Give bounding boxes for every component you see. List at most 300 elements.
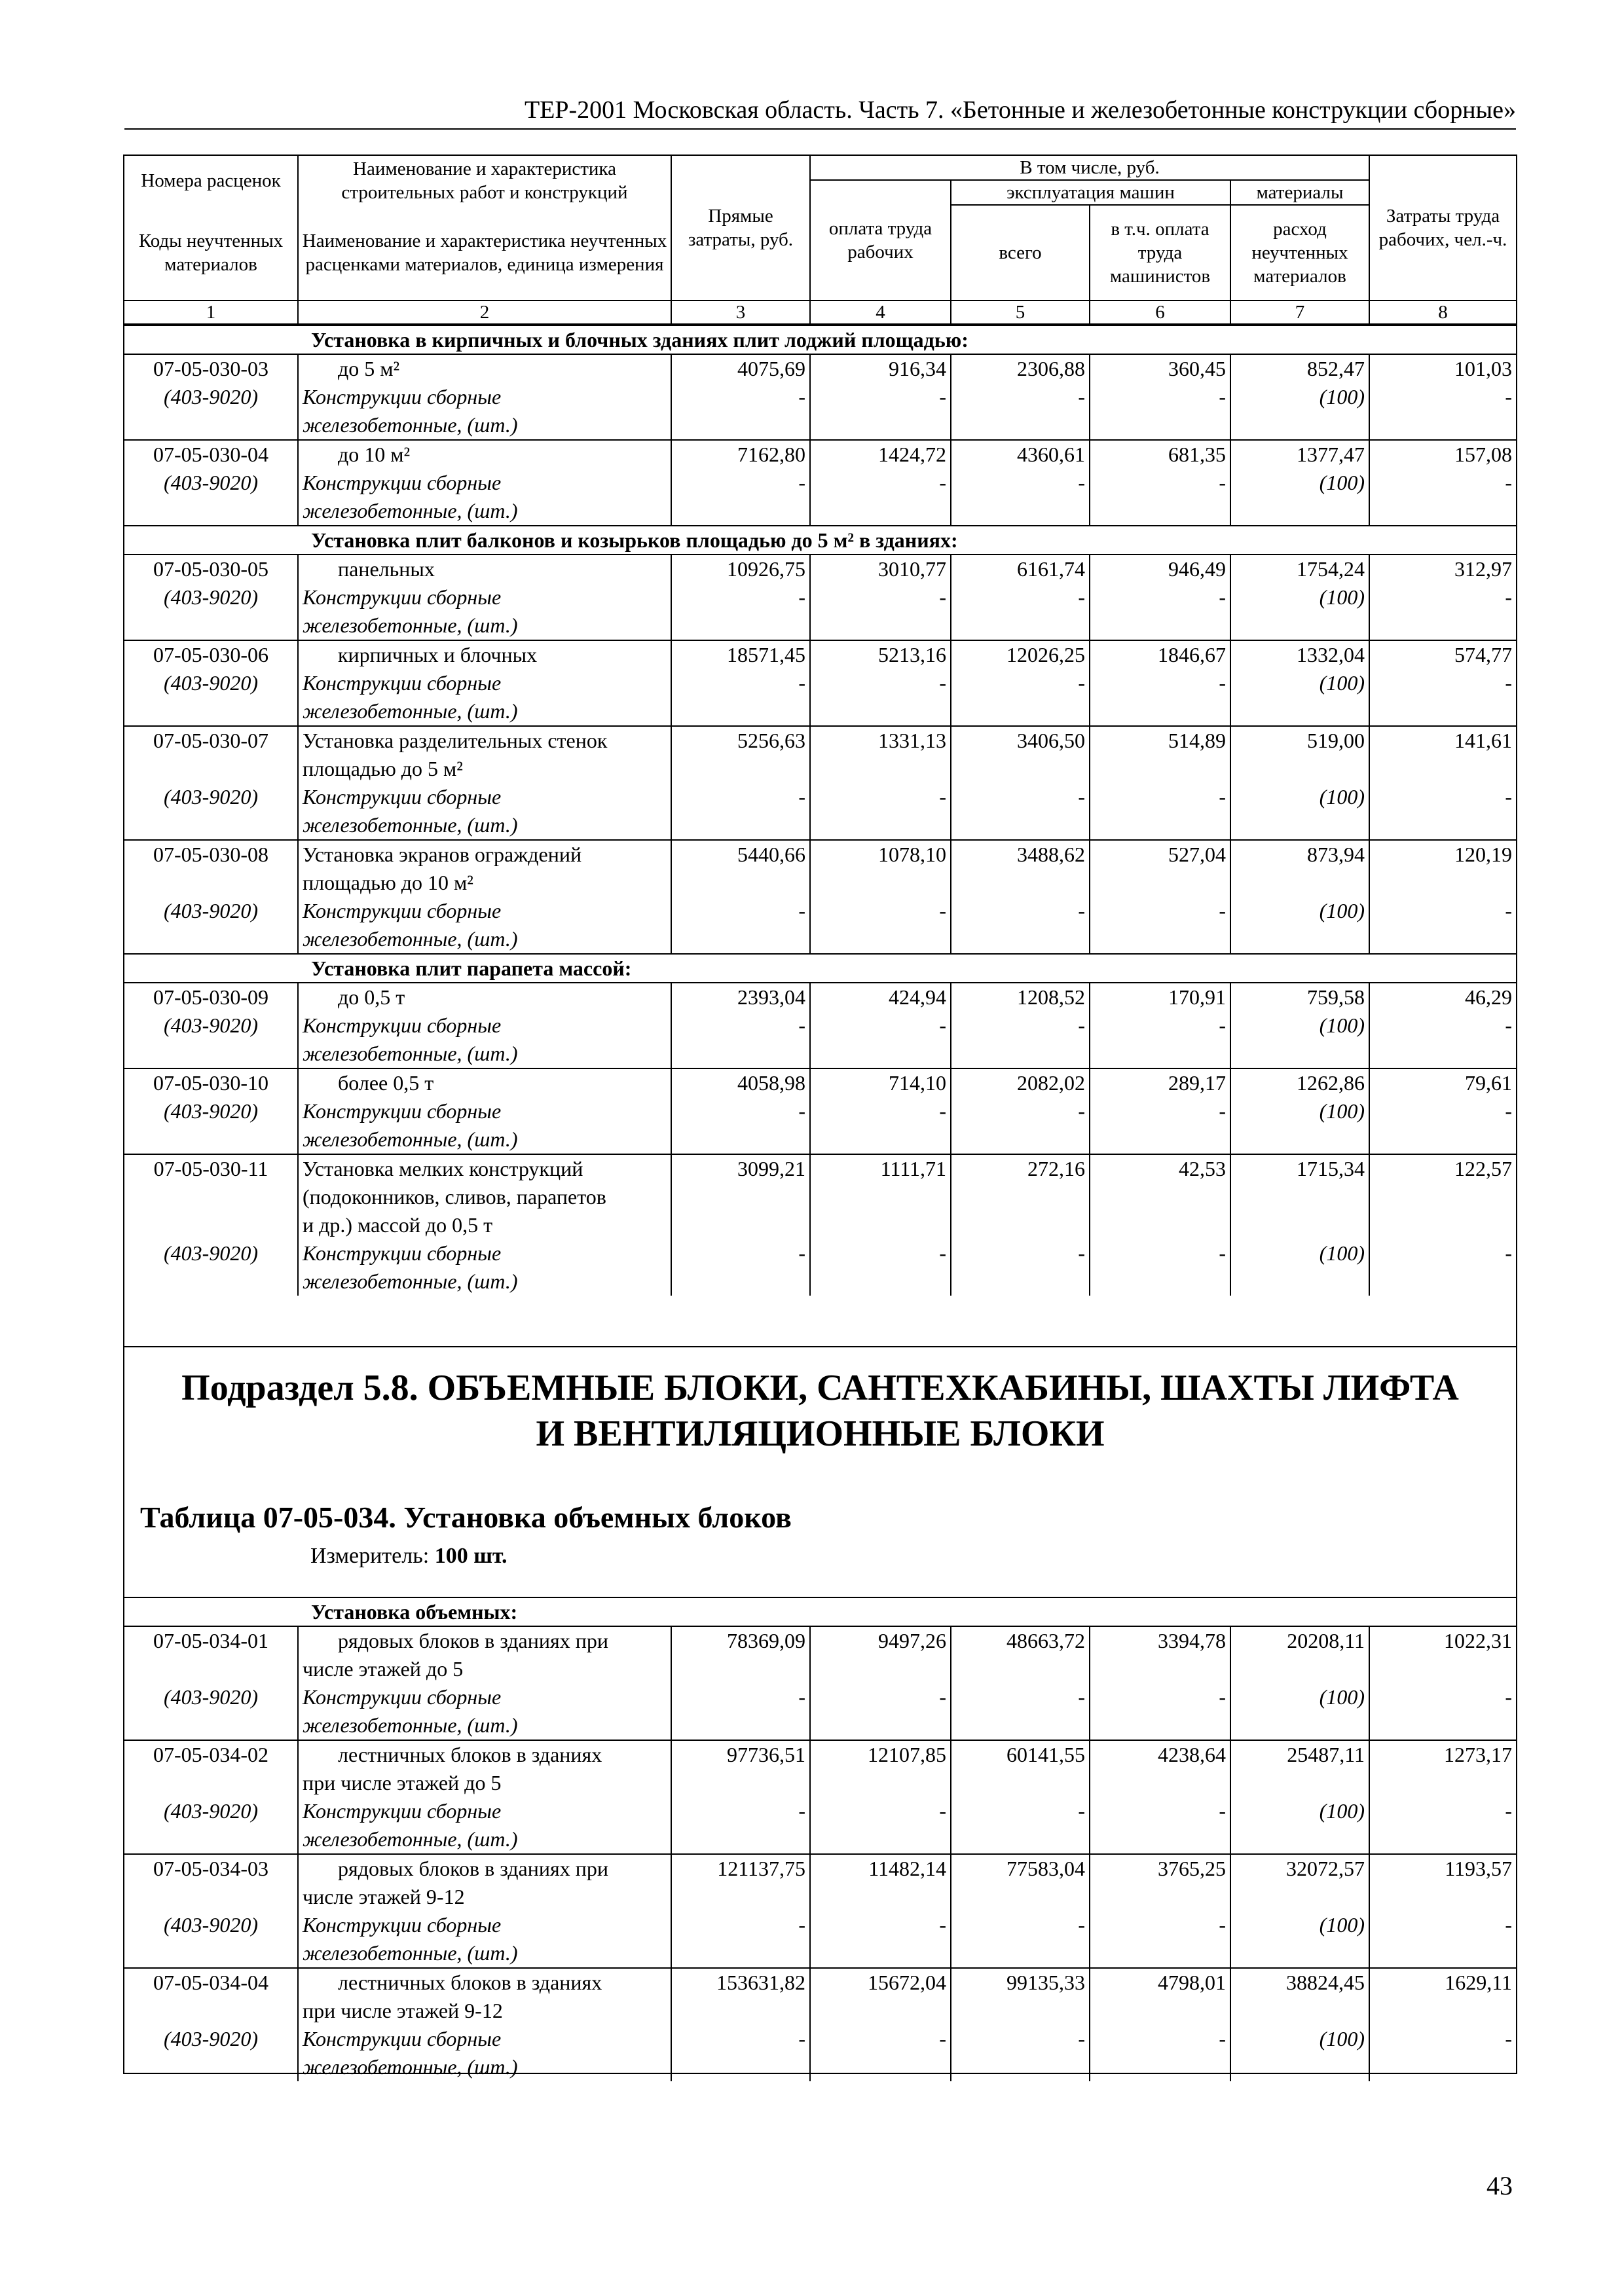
dash-cell: - (951, 383, 1090, 411)
empty-cell (951, 755, 1090, 783)
value-cell: 3099,21 (671, 1154, 810, 1183)
section-heading: Установка в кирпичных и блочных зданиях плит лоджий площадью: (124, 325, 1516, 354)
empty-cell (1369, 1211, 1516, 1239)
empty-cell (810, 611, 951, 640)
value-cell: 5440,66 (671, 840, 810, 869)
dash-cell: - (810, 669, 951, 697)
col-number: 4 (810, 301, 951, 324)
material-code: (403-9020) (164, 1913, 258, 1937)
empty-cell (951, 1655, 1090, 1683)
dash-cell: - (671, 1239, 810, 1267)
empty-cell (671, 1997, 810, 2025)
empty-cell (1090, 869, 1230, 897)
work-name: числе этажей до 5 (298, 1655, 671, 1683)
value-cell: 1193,57 (1369, 1854, 1516, 1883)
material-name: Конструкции сборные (298, 2025, 671, 2053)
material-quantity: (100) (1230, 469, 1369, 497)
empty-cell (124, 1125, 298, 1154)
dash-cell: - (1090, 1097, 1230, 1125)
empty-cell (810, 1655, 951, 1683)
material-row (124, 1125, 1516, 1154)
empty-cell (1230, 611, 1369, 640)
section-heading: Установка плит парапета массой: (124, 954, 1516, 983)
table-row (124, 1068, 1516, 1097)
empty-cell (1230, 1769, 1369, 1797)
value-cell: 120,19 (1369, 840, 1516, 869)
header-rate-numbers: Номера расценок (124, 155, 298, 205)
rate-code: 07-05-030-11 (124, 1154, 298, 1183)
work-name: Установка разделительных стенок (298, 726, 671, 755)
empty-cell (1090, 1883, 1230, 1911)
material-quantity: (100) (1230, 583, 1369, 611)
value-cell: 3010,77 (810, 555, 951, 583)
empty-cell (124, 1183, 298, 1211)
rates-table-body-2 (124, 1597, 1516, 2081)
work-name: более 0,5 т (298, 1068, 671, 1097)
value-cell: 289,17 (1090, 1068, 1230, 1097)
col-number: 3 (671, 301, 810, 324)
empty-cell (1230, 1125, 1369, 1154)
empty-cell (124, 1040, 298, 1068)
empty-cell (951, 1125, 1090, 1154)
material-name: железобетонные, (шт.) (298, 811, 671, 840)
meter (310, 1542, 507, 1571)
empty-cell (1230, 2053, 1369, 2081)
empty-cell (1230, 1655, 1369, 1683)
empty-cell (1230, 1825, 1369, 1854)
empty-cell (1230, 1040, 1369, 1068)
value-cell: 4058,98 (671, 1068, 810, 1097)
work-name: (подоконников, сливов, парапетов (298, 1183, 671, 1211)
empty-cell (1230, 1183, 1369, 1211)
value-cell: 25487,11 (1230, 1740, 1369, 1769)
work-name: лестничных блоков в зданиях (298, 1740, 671, 1769)
material-name: Конструкции сборные (298, 897, 671, 925)
value-cell: 1078,10 (810, 840, 951, 869)
dash-cell: - (810, 1097, 951, 1125)
running-header: ТЕР-2001 Московская область. Часть 7. «Бетонные и железобетонные конструкции сборные» (524, 96, 1516, 124)
material-name: железобетонные, (шт.) (298, 2053, 671, 2081)
value-cell: 1377,47 (1230, 440, 1369, 469)
section-heading-row (124, 526, 1516, 555)
value-cell: 157,08 (1369, 440, 1516, 469)
material-code: (403-9020) (164, 471, 258, 494)
empty-cell (1090, 1211, 1230, 1239)
empty-cell (951, 611, 1090, 640)
material-code: (403-9020) (164, 671, 258, 695)
material-name: железобетонные, (шт.) (298, 411, 671, 440)
empty-cell (1369, 1825, 1516, 1854)
value-cell: 916,34 (810, 354, 951, 383)
dash-cell: - (951, 897, 1090, 925)
material-quantity: (100) (1230, 1097, 1369, 1125)
dash-cell: - (671, 669, 810, 697)
value-cell: 12107,85 (810, 1740, 951, 1769)
header-including: В том числе, руб. (810, 155, 1369, 180)
material-name: железобетонные, (шт.) (298, 1825, 671, 1854)
value-cell: 32072,57 (1230, 1854, 1369, 1883)
value-cell: 527,04 (1090, 840, 1230, 869)
table-row (124, 869, 1516, 897)
material-name: Конструкции сборные (298, 1911, 671, 1939)
material-quantity: (100) (1230, 1683, 1369, 1711)
rate-code: 07-05-030-03 (124, 354, 298, 383)
table-row (124, 640, 1516, 669)
value-cell: 946,49 (1090, 555, 1230, 583)
material-name: Конструкции сборные (298, 469, 671, 497)
empty-cell (951, 811, 1090, 840)
dash-cell: - (951, 583, 1090, 611)
empty-cell (1230, 1711, 1369, 1740)
dash-cell: - (671, 1683, 810, 1711)
value-cell: 519,00 (1230, 726, 1369, 755)
empty-cell (1090, 925, 1230, 954)
empty-cell (810, 925, 951, 954)
material-quantity: (100) (1230, 1011, 1369, 1040)
dash-cell: - (1369, 1683, 1516, 1711)
dash-cell: - (1090, 783, 1230, 811)
dash-cell: - (810, 1239, 951, 1267)
value-cell: 153631,82 (671, 1968, 810, 1997)
rate-code: 07-05-030-04 (124, 440, 298, 469)
empty-cell (951, 497, 1090, 526)
col-number: 5 (951, 301, 1090, 324)
work-name: Установка мелких конструкций (298, 1154, 671, 1183)
value-cell: 15672,04 (810, 1968, 951, 1997)
material-row (124, 1683, 1516, 1711)
dash-cell: - (1369, 469, 1516, 497)
value-cell: 1022,31 (1369, 1626, 1516, 1655)
empty-cell (1230, 869, 1369, 897)
empty-cell (951, 1040, 1090, 1068)
empty-cell (1369, 2053, 1516, 2081)
dash-cell: - (1369, 1797, 1516, 1825)
header-material-codes: Коды неучтенных материалов (124, 205, 298, 301)
empty-cell (951, 697, 1090, 726)
empty-cell (951, 2053, 1090, 2081)
dash-cell: - (1090, 897, 1230, 925)
empty-cell (1090, 1769, 1230, 1797)
rates-table-frame (123, 155, 1517, 1346)
empty-cell (1090, 811, 1230, 840)
empty-cell (810, 1883, 951, 1911)
table-row (124, 1997, 1516, 2025)
value-cell: 20208,11 (1230, 1626, 1369, 1655)
work-name: Установка экранов ограждений (298, 840, 671, 869)
material-name: железобетонные, (шт.) (298, 697, 671, 726)
material-quantity: (100) (1230, 1797, 1369, 1825)
value-cell: 99135,33 (951, 1968, 1090, 1997)
empty-cell (951, 1267, 1090, 1296)
dash-cell: - (1369, 383, 1516, 411)
material-row (124, 1239, 1516, 1267)
material-quantity: (100) (1230, 783, 1369, 811)
value-cell: 4238,64 (1090, 1740, 1230, 1769)
rate-code: 07-05-030-09 (124, 983, 298, 1011)
empty-cell (1230, 925, 1369, 954)
empty-cell (124, 925, 298, 954)
subsection-title-line2: И ВЕНТИЛЯЦИОННЫЕ БЛОКИ (536, 1413, 1105, 1454)
material-name: Конструкции сборные (298, 583, 671, 611)
value-cell: 1629,11 (1369, 1968, 1516, 1997)
dash-cell: - (1090, 1797, 1230, 1825)
rate-code: 07-05-030-05 (124, 555, 298, 583)
col-number: 2 (298, 301, 671, 324)
value-cell: 12026,25 (951, 640, 1090, 669)
table-row (124, 1154, 1516, 1183)
table-row (124, 1211, 1516, 1239)
empty-cell (671, 497, 810, 526)
value-cell: 3488,62 (951, 840, 1090, 869)
empty-cell (1369, 1769, 1516, 1797)
dash-cell: - (1090, 1239, 1230, 1267)
table-row (124, 726, 1516, 755)
material-name: железобетонные, (шт.) (298, 1125, 671, 1154)
material-row (124, 1711, 1516, 1740)
empty-cell (951, 1939, 1090, 1968)
empty-cell (810, 1997, 951, 2025)
empty-cell (671, 1183, 810, 1211)
value-cell: 5213,16 (810, 640, 951, 669)
empty-cell (1230, 697, 1369, 726)
empty-cell (671, 411, 810, 440)
empty-cell (1230, 755, 1369, 783)
work-name: кирпичных и блочных (298, 640, 671, 669)
material-code: (403-9020) (164, 1241, 258, 1265)
value-cell: 1208,52 (951, 983, 1090, 1011)
empty-cell (1090, 1825, 1230, 1854)
empty-cell (124, 1711, 298, 1740)
empty-cell (951, 1883, 1090, 1911)
work-name: до 10 м² (298, 440, 671, 469)
value-cell: 2082,02 (951, 1068, 1090, 1097)
material-row (124, 1267, 1516, 1296)
empty-cell (1090, 497, 1230, 526)
material-code: (403-9020) (164, 1099, 258, 1123)
dash-cell: - (810, 1011, 951, 1040)
value-cell: 1262,86 (1230, 1068, 1369, 1097)
work-name: рядовых блоков в зданиях при (298, 1626, 671, 1655)
header-material-consumption: расход неучтенных материалов (1230, 205, 1369, 301)
dash-cell: - (810, 897, 951, 925)
dash-cell: - (1369, 1011, 1516, 1040)
dash-cell: - (810, 583, 951, 611)
value-cell: 759,58 (1230, 983, 1369, 1011)
dash-cell: - (1369, 2025, 1516, 2053)
value-cell: 5256,63 (671, 726, 810, 755)
empty-cell (671, 2053, 810, 2081)
material-name: Конструкции сборные (298, 1097, 671, 1125)
table-row (124, 1854, 1516, 1883)
value-cell: 4360,61 (951, 440, 1090, 469)
material-row (124, 469, 1516, 497)
material-name: Конструкции сборные (298, 1683, 671, 1711)
header-machines: эксплуатация машин (951, 180, 1230, 205)
dash-cell: - (951, 1683, 1090, 1711)
dash-cell: - (1090, 1683, 1230, 1711)
material-row (124, 1911, 1516, 1939)
header-machines-total: всего (951, 205, 1090, 301)
value-cell: 77583,04 (951, 1854, 1090, 1883)
subsection-title-line1: Подраздел 5.8. ОБЪЕМНЫЕ БЛОКИ, САНТЕХКАБИНЫ, ШАХТЫ ЛИФТА (181, 1368, 1459, 1408)
value-cell: 1715,34 (1230, 1154, 1369, 1183)
dash-cell: - (1090, 583, 1230, 611)
col-number: 7 (1230, 301, 1369, 324)
material-name: Конструкции сборные (298, 1011, 671, 1040)
material-code: (403-9020) (164, 899, 258, 922)
empty-cell (1369, 1267, 1516, 1296)
material-name: железобетонные, (шт.) (298, 925, 671, 954)
material-code: (403-9020) (164, 385, 258, 409)
empty-cell (1230, 1267, 1369, 1296)
value-cell: 101,03 (1369, 354, 1516, 383)
dash-cell: - (810, 783, 951, 811)
table-row (124, 354, 1516, 383)
value-cell: 424,94 (810, 983, 951, 1011)
material-row (124, 411, 1516, 440)
dash-cell: - (1090, 1011, 1230, 1040)
empty-cell (1369, 869, 1516, 897)
material-row (124, 1011, 1516, 1040)
empty-cell (1230, 411, 1369, 440)
empty-cell (1369, 1655, 1516, 1683)
material-row (124, 611, 1516, 640)
rate-code: 07-05-034-03 (124, 1854, 298, 1883)
value-cell: 852,47 (1230, 354, 1369, 383)
empty-cell (810, 2053, 951, 2081)
empty-cell (1369, 1040, 1516, 1068)
empty-cell (1369, 811, 1516, 840)
dash-cell: - (1369, 669, 1516, 697)
material-row (124, 697, 1516, 726)
value-cell: 1846,67 (1090, 640, 1230, 669)
empty-cell (1369, 1883, 1516, 1911)
header-direct-costs: Прямые затраты, руб. (671, 155, 810, 301)
material-name: Конструкции сборные (298, 1797, 671, 1825)
dash-cell: - (671, 2025, 810, 2053)
value-cell: 48663,72 (951, 1626, 1090, 1655)
empty-cell (1369, 1711, 1516, 1740)
value-cell: 170,91 (1090, 983, 1230, 1011)
empty-cell (124, 1655, 298, 1683)
dash-cell: - (810, 1797, 951, 1825)
empty-cell (1090, 411, 1230, 440)
value-cell: 714,10 (810, 1068, 951, 1097)
dash-cell: - (810, 1911, 951, 1939)
empty-cell (810, 697, 951, 726)
table-row (124, 1968, 1516, 1997)
empty-cell (1369, 611, 1516, 640)
header-work-name: Наименование и характеристика строительных работ и конструкций (298, 155, 671, 205)
empty-cell (810, 1267, 951, 1296)
work-name: при числе этажей 9-12 (298, 1997, 671, 2025)
dash-cell: - (951, 1011, 1090, 1040)
material-quantity: (100) (1230, 669, 1369, 697)
empty-cell (1369, 1183, 1516, 1211)
material-name: Конструкции сборные (298, 783, 671, 811)
material-row (124, 897, 1516, 925)
rate-code: 07-05-034-04 (124, 1968, 298, 1997)
col-number: 6 (1090, 301, 1230, 324)
empty-cell (1090, 755, 1230, 783)
material-row (124, 383, 1516, 411)
work-name: площадью до 10 м² (298, 869, 671, 897)
dash-cell: - (1090, 469, 1230, 497)
empty-cell (124, 811, 298, 840)
material-code: (403-9020) (164, 2027, 258, 2050)
section-heading-row (124, 1597, 1516, 1626)
header-material-names: Наименование и характеристика неучтенных расценками материалов, единица измерения (298, 205, 671, 301)
material-quantity: (100) (1230, 383, 1369, 411)
empty-cell (1090, 2053, 1230, 2081)
dash-cell: - (951, 669, 1090, 697)
empty-cell (671, 1211, 810, 1239)
dash-cell: - (951, 469, 1090, 497)
rate-code: 07-05-030-10 (124, 1068, 298, 1097)
dash-cell: - (1369, 783, 1516, 811)
empty-cell (810, 1769, 951, 1797)
value-cell: 121137,75 (671, 1854, 810, 1883)
rate-code: 07-05-030-08 (124, 840, 298, 869)
empty-cell (124, 1211, 298, 1239)
material-row (124, 2053, 1516, 2081)
value-cell: 1424,72 (810, 440, 951, 469)
dash-cell: - (671, 1797, 810, 1825)
table-header (124, 155, 1516, 325)
material-name: Конструкции сборные (298, 383, 671, 411)
dash-cell: - (1369, 1911, 1516, 1939)
dash-cell: - (671, 383, 810, 411)
dash-cell: - (951, 783, 1090, 811)
dash-cell: - (1090, 669, 1230, 697)
material-code: (403-9020) (164, 785, 258, 809)
work-name: при числе этажей до 5 (298, 1769, 671, 1797)
value-cell: 681,35 (1090, 440, 1230, 469)
material-row (124, 925, 1516, 954)
empty-cell (1369, 1997, 1516, 2025)
empty-cell (124, 497, 298, 526)
empty-cell (951, 1997, 1090, 2025)
value-cell: 9497,26 (810, 1626, 951, 1655)
material-quantity: (100) (1230, 897, 1369, 925)
empty-cell (810, 411, 951, 440)
material-name: Конструкции сборные (298, 1239, 671, 1267)
material-code: (403-9020) (164, 1685, 258, 1709)
empty-cell (951, 1769, 1090, 1797)
empty-cell (1090, 1655, 1230, 1683)
empty-cell (124, 1825, 298, 1854)
empty-cell (810, 811, 951, 840)
empty-cell (671, 925, 810, 954)
empty-cell (1369, 497, 1516, 526)
dash-cell: - (1090, 1911, 1230, 1939)
value-cell: 360,45 (1090, 354, 1230, 383)
empty-cell (810, 1211, 951, 1239)
empty-cell (124, 411, 298, 440)
dash-cell: - (951, 1797, 1090, 1825)
dash-cell: - (810, 2025, 951, 2053)
empty-cell (951, 1825, 1090, 1854)
rate-code: 07-05-034-02 (124, 1740, 298, 1769)
material-row (124, 669, 1516, 697)
value-cell: 4075,69 (671, 354, 810, 383)
empty-cell (124, 611, 298, 640)
rate-code: 07-05-030-06 (124, 640, 298, 669)
dash-cell: - (1369, 1239, 1516, 1267)
material-row (124, 1825, 1516, 1854)
value-cell: 1332,04 (1230, 640, 1369, 669)
dash-cell: - (951, 1097, 1090, 1125)
